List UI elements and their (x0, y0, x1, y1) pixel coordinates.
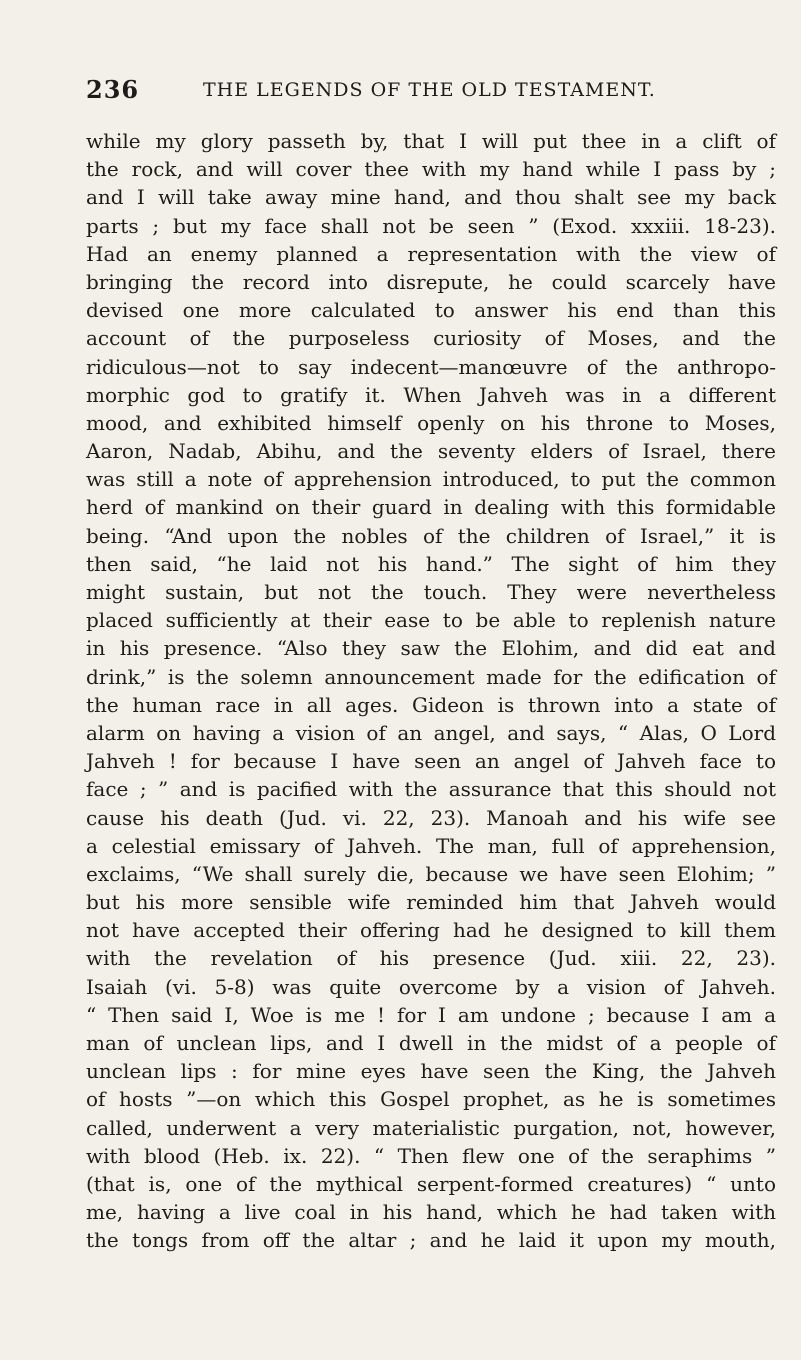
text-line: with the revelation of his presence (Jud. xiii. 22, 23). (86, 946, 776, 971)
text-line: alarm on having a vision of an angel, and says, “ Alas, O Lord (86, 720, 776, 745)
text-line: was still a note of apprehension introduced, to put the common (86, 467, 776, 492)
text-line: parts ; but my face shall not be seen ” (Exod. xxxiii. 18-23). (86, 213, 776, 238)
page-number: 236 (86, 75, 140, 104)
text-line: mood, and exhibited himself openly on his throne to Moses, (86, 410, 776, 435)
text-line: bringing the record into disrepute, he could scarcely have (86, 269, 776, 294)
text-line: morphic god to gratify it. When Jahveh was in a different (86, 382, 776, 407)
text-line: Had an enemy planned a representation with the view of (86, 241, 776, 266)
text-line: placed sufficiently at their ease to be able to replenish nature (86, 608, 776, 633)
text-line: drink,” is the solemn announcement made for the edification of (86, 664, 776, 689)
text-line: with blood (Heb. ix. 22). “ Then flew one of the seraphims ” (86, 1143, 776, 1168)
text-line: might sustain, but not the touch. They were nevertheless (86, 580, 776, 604)
text-line: called, underwent a very materialistic purgation, not, however, (86, 1115, 776, 1140)
text-line: Jahveh ! for because I have seen an angel of Jahveh face to (86, 749, 776, 774)
text-line: in his presence. “Also they saw the Elohim, and did eat and (86, 636, 776, 661)
text-line: the human race in all ages. Gideon is thrown into a state of (86, 692, 776, 717)
body-text (86, 127, 776, 1255)
text-line: the tongs from off the altar ; and he laid it upon my mouth, (86, 1228, 776, 1253)
text-line: Isaiah (vi. 5-8) was quite overcome by a vision of Jahveh. (86, 974, 776, 999)
text-line: face ; ” and is pacified with the assurance that this should not (86, 777, 776, 802)
text-line: unclean lips : for mine eyes have seen the King, the Jahveh (86, 1059, 776, 1084)
text-line: account of the purposeless curiosity of Moses, and the (86, 326, 776, 351)
text-line: and I will take away mine hand, and thou shalt see my back (86, 185, 776, 210)
text-line: (that is, one of the mythical serpent-formed creatures) “ unto (86, 1171, 776, 1196)
text-line: exclaims, “We shall surely die, because we have seen Elohim; ” (86, 861, 776, 886)
text-line: being. “And upon the nobles of the children of Israel,” it is (86, 523, 776, 548)
text-line: while my glory passeth by, that I will put thee in a clift of (86, 129, 776, 153)
text-line: of hosts ”—on which this Gospel prophet, as he is sometimes (86, 1087, 776, 1112)
text-line: but his more sensible wife reminded him that Jahveh would (86, 890, 776, 915)
text-line: man of unclean lips, and I dwell in the midst of a people of (86, 1031, 776, 1055)
text-line: me, having a live coal in his hand, which he had taken with (86, 1200, 776, 1225)
text-line: ridiculous—not to say indecent—manœuvre of the anthropo- (86, 354, 776, 379)
text-line: devised one more calculated to answer his end than this (86, 298, 776, 323)
running-head: THE LEGENDS OF THE OLD TESTAMENT. (203, 79, 656, 101)
text-line: not have accepted their offering had he designed to kill them (86, 918, 776, 943)
text-line: a celestial emissary of Jahveh. The man, full of apprehension, (86, 833, 776, 858)
text-line: then said, “he laid not his hand.” The sight of him they (86, 551, 776, 576)
page-header (86, 75, 776, 105)
text-line: herd of mankind on their guard in dealing with this formidable (86, 495, 776, 520)
text-line: “ Then said I, Woe is me ! for I am undone ; because I am a (86, 1002, 776, 1027)
text-line: Aaron, Nadab, Abihu, and the seventy elders of Israel, there (86, 439, 776, 464)
text-line: the rock, and will cover thee with my hand while I pass by ; (86, 157, 776, 182)
text-line: cause his death (Jud. vi. 22, 23). Manoah and his wife see (86, 805, 776, 830)
